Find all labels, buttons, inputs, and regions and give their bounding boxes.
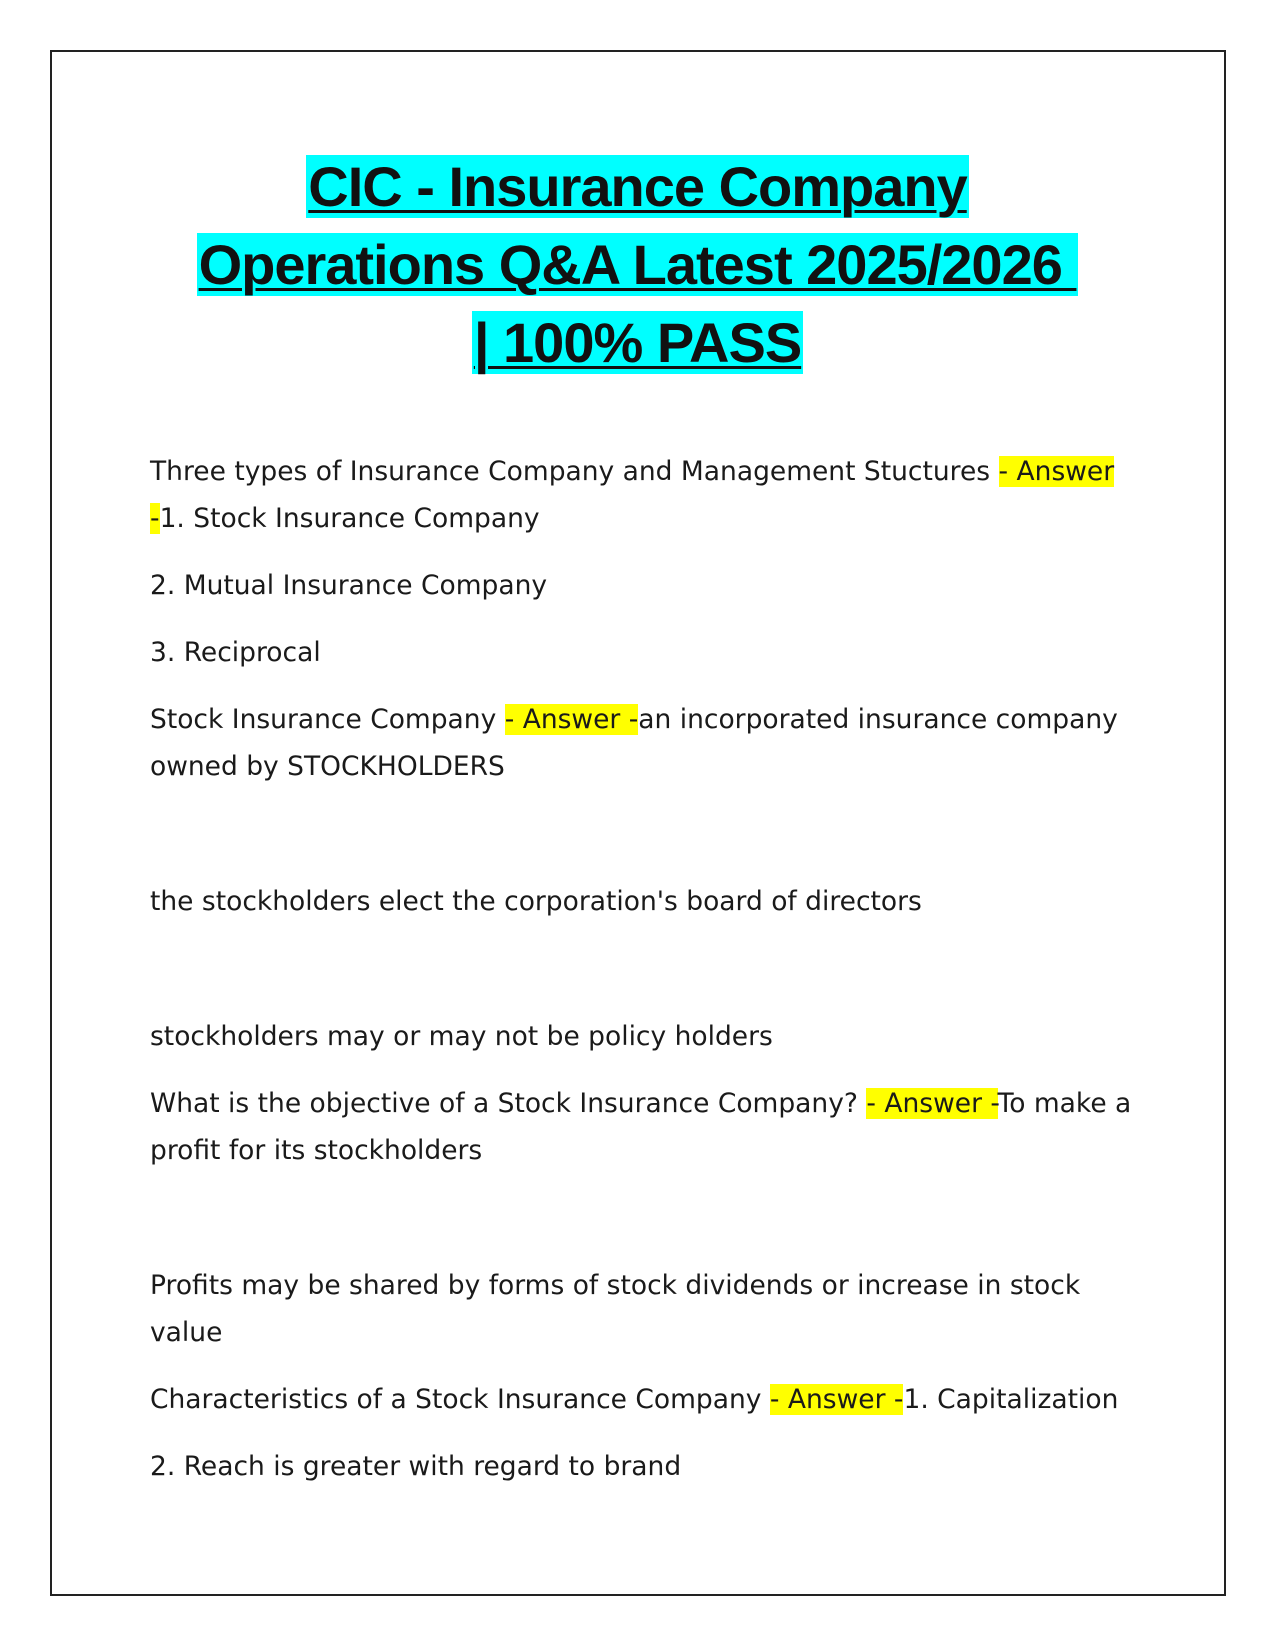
qa-item [150,1080,1135,1174]
answer-marker: - Answer - [866,1088,998,1119]
note-text: stockholders may or may not be policy holders [150,1021,773,1052]
title-line-2: Operations Q&A Latest 2025/2026 [198,233,1077,296]
list-item: 2. Reach is greater with regard to brand [150,1451,682,1482]
note-text: Profits may be shared by forms of stock dividends or increase in stock value [150,1270,1081,1348]
qa-item [150,696,1135,790]
question-text: Stock Insurance Company [150,704,505,735]
answer-marker: - Answer - [769,1384,904,1415]
answer-marker: - Answer - [150,456,1115,534]
answer-text: 1. Stock Insurance Company [159,503,540,534]
qa-content [150,448,1135,1510]
title-line-1: CIC - Insurance Company [308,155,967,218]
answer-text: an incorporated insurance company owned by STOCKHOLDERS [150,704,1118,782]
question-text: Characteristics of a Stock Insurance Company [150,1384,770,1415]
question-text: What is the objective of a Stock Insurance Company? [150,1088,867,1119]
answer-marker: - Answer - [504,704,639,735]
title-line-3: | 100% PASS [473,311,802,374]
answer-text: To make a profit for its stockholders [150,1088,1132,1166]
answer-text: 1. Capitalization [903,1384,1119,1415]
list-item: 3. Reciprocal [150,637,321,668]
list-item: 2. Mutual Insurance Company [150,570,548,601]
qa-item [150,1376,1135,1423]
qa-item [150,448,1135,542]
note-text: the stockholders elect the corporation's board of directors [150,886,922,917]
question-text: Three types of Insurance Company and Management Stuctures [150,456,999,487]
document-title [150,148,1125,382]
